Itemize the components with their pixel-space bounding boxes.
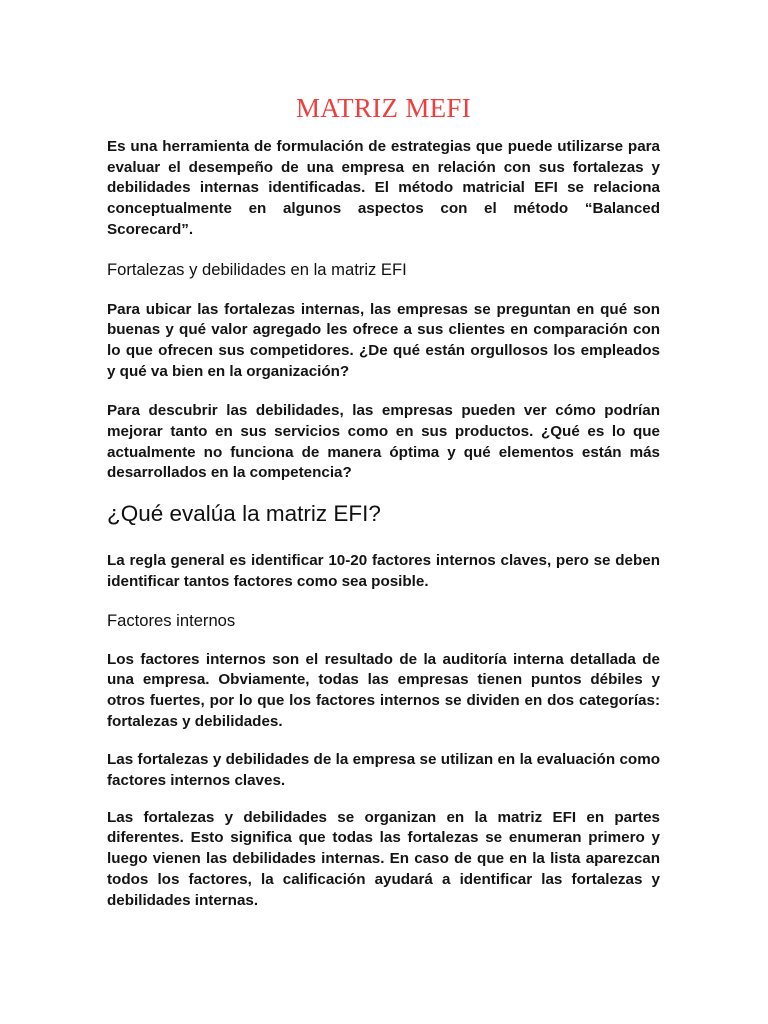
debilidades-paragraph: Para descubrir las debilidades, las empresas pueden ver cómo podrían mejorar tanto en sus servicios como en sus productos. ¿Qué es lo que actualmente no funciona de manera óptima y qué elementos están más desarrollados en la competencia? [107, 402, 660, 482]
intro-paragraph: Es una herramienta de formulación de estrategias que puede utilizarse para evaluar el desempeño de una empresa en relación con sus fortalezas y debilidades internas identificadas. El método matricial EFI se relaciona conceptualmente en algunos aspectos con el método “Balanced Scorecard”. [107, 138, 660, 238]
document-title: MATRIZ MEFI [295, 93, 472, 123]
factores-internos-paragraph: Los factores internos son el resultado de la auditoría interna detallada de una empresa. Obviamente, todas las empresas tienen puntos débiles y otros fuertes, por lo que los factores internos se dividen en dos categorías: fortalezas y debilidades. [107, 650, 660, 730]
fortalezas-paragraph: Para ubicar las fortalezas internas, las empresas se preguntan en qué son buenas y qué valor agregado les ofrece a sus clientes en comparación con lo que ofrecen sus competidores. ¿De qué están orgullosos los empleados y qué va bien en la organización? [107, 300, 660, 380]
organizacion-paragraph: Las fortalezas y debilidades se organizan en la matriz EFI en partes diferentes. Esto significa que todas las fortalezas se enumeran primero y luego vienen las debilidades internas. En caso de que en la lista aparezcan todos los factores, la calificación ayudará a identificar las fortalezas y debilidades internas. [107, 808, 660, 909]
section-heading-fortalezas: Fortalezas y debilidades en la matriz EFI [107, 259, 407, 279]
evaluacion-paragraph: Las fortalezas y debilidades de la empresa se utilizan en la evaluación como factores internos claves. [107, 751, 660, 790]
section-heading-factores-internos: Factores internos [107, 610, 236, 630]
section-heading-que-evalua: ¿Qué evalúa la matriz EFI? [107, 501, 381, 527]
document-page [107, 92, 660, 911]
regla-general-paragraph: La regla general es identificar 10-20 factores internos claves, pero se deben identificar tantos factores como sea posible. [107, 552, 660, 590]
